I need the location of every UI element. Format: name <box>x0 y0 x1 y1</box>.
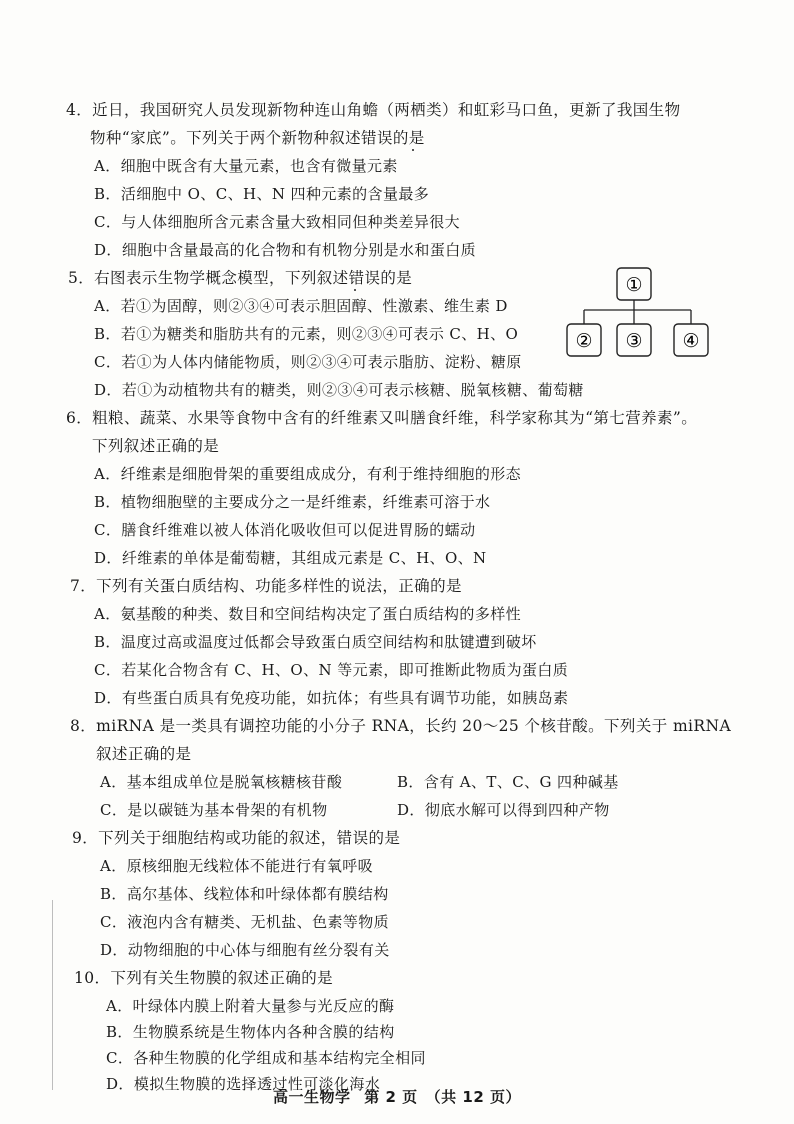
q5-option-a: A．若①为固醇，则②③④可表示胆固醇、性激素、维生素 D <box>94 297 508 315</box>
emphasis-dot <box>412 149 414 151</box>
q6-option-d: D．纤维素的单体是葡萄糖，其组成元素是 C、H、O、N <box>94 549 487 567</box>
q8-option-c: C．是以碳链为基本骨架的有机物 <box>100 801 328 819</box>
svg-text:③: ③ <box>625 330 643 352</box>
diagram-box-right <box>674 324 708 356</box>
emphasis-dot <box>354 289 356 291</box>
q6-option-c: C．膳食纤维难以被人体消化吸收但可以促进胃肠的蠕动 <box>94 521 476 539</box>
q8-stem-line2: 叙述正确的是 <box>96 745 192 763</box>
q10-option-c: C．各种生物膜的化学组成和基本结构完全相同 <box>106 1049 426 1067</box>
svg-text:②: ② <box>575 330 593 352</box>
q5-option-b: B．若①为糖类和脂肪共有的元素，则②③④可表示 C、H、O <box>94 325 519 343</box>
q4-option-d: D．细胞中含量最高的化合物和有机物分别是水和蛋白质 <box>94 241 477 259</box>
q5-stem: 5．右图表示生物学概念模型，下列叙述错误的是 <box>68 269 413 287</box>
q7-stem: 7．下列有关蛋白质结构、功能多样性的说法，正确的是 <box>70 577 462 595</box>
page-footer <box>0 1086 794 1107</box>
q8-option-a: A．基本组成单位是脱氧核糖核苷酸 <box>100 773 343 791</box>
q7-option-a: A．氨基酸的种类、数目和空间结构决定了蛋白质结构的多样性 <box>94 605 522 623</box>
q10-option-d: D．模拟生物膜的选择透过性可淡化海水 <box>106 1075 381 1093</box>
q10-option-a: A．叶绿体内膜上附着大量参与光反应的酶 <box>106 997 395 1015</box>
footer-subject: 高一生物学 <box>273 1088 351 1106</box>
diagram-box-left <box>567 324 601 356</box>
q9-option-c: C．液泡内含有糖类、无机盐、色素等物质 <box>100 913 390 931</box>
q4-option-a: A．细胞中既含有大量元素，也含有微量元素 <box>94 157 398 175</box>
q4-option-c: C．与人体细胞所含元素含量大致相同但种类差异很大 <box>94 213 461 231</box>
q7-option-c: C．若某化合物含有 C、H、O、N 等元素，即可推断此物质为蛋白质 <box>94 661 569 679</box>
svg-text:①: ① <box>625 274 643 296</box>
q5-option-c: C．若①为人体内储能物质，则②③④可表示脂肪、淀粉、糖原 <box>94 353 522 371</box>
q10-stem: 10．下列有关生物膜的叙述正确的是 <box>74 969 334 987</box>
q8-option-d: D．彻底水解可以得到四种产物 <box>397 801 610 819</box>
q6-option-a: A．纤维素是细胞骨架的重要组成成分，有利于维持细胞的形态 <box>94 465 522 483</box>
diagram-box-top <box>617 268 651 300</box>
q9-option-b: B．高尔基体、线粒体和叶绿体都有膜结构 <box>100 885 389 903</box>
q6-stem-line2: 下列叙述正确的是 <box>92 437 220 455</box>
q9-option-a: A．原核细胞无线粒体不能进行有氧呼吸 <box>100 857 374 875</box>
q9-stem: 9．下列关于细胞结构或功能的叙述，错误的是 <box>72 829 401 847</box>
q8-option-b: B．含有 A、T、C、G 四种碱基 <box>397 773 619 791</box>
q4-option-b: B．活细胞中 O、C、H、N 四种元素的含量最多 <box>94 185 430 203</box>
q8-stem-line1: 8．miRNA 是一类具有调控功能的小分子 RNA，长约 20～25 个核苷酸。下列关于 miRNA <box>70 717 732 735</box>
q7-option-b: B．温度过高或温度过低都会导致蛋白质空间结构和肽键遭到破坏 <box>94 633 537 651</box>
scan-edge-line <box>52 900 53 1090</box>
concept-model-diagram <box>565 266 725 366</box>
diagram-box-middle <box>617 324 651 356</box>
q7-option-d: D．有些蛋白质具有免疫功能，如抗体；有些具有调节功能，如胰岛素 <box>94 689 569 707</box>
q5-option-d: D．若①为动植物共有的糖类，则②③④可表示核糖、脱氧核糖、葡萄糖 <box>94 381 584 399</box>
footer-page-number: 第 2 页 <box>364 1088 418 1106</box>
q6-option-b: B．植物细胞壁的主要成分之一是纤维素，纤维素可溶于水 <box>94 493 491 511</box>
q6-stem-line1: 6．粗粮、蔬菜、水果等食物中含有的纤维素又叫膳食纤维，科学家称其为“第七营养素”。 <box>66 409 698 427</box>
diagram-connectors <box>584 300 691 324</box>
svg-text:④: ④ <box>682 330 700 352</box>
footer-total-pages: （共 12 页） <box>425 1088 521 1106</box>
q4-stem-line2: 物种“家底”。下列关于两个新物种叙述错误的是 <box>90 129 425 147</box>
q9-option-d: D．动物细胞的中心体与细胞有丝分裂有关 <box>100 941 390 959</box>
q4-stem-line1: 4．近日，我国研究人员发现新物种连山角蟾（两栖类）和虹彩马口鱼，更新了我国生物 <box>66 101 681 119</box>
q10-option-b: B．生物膜系统是生物体内各种含膜的结构 <box>106 1023 395 1041</box>
